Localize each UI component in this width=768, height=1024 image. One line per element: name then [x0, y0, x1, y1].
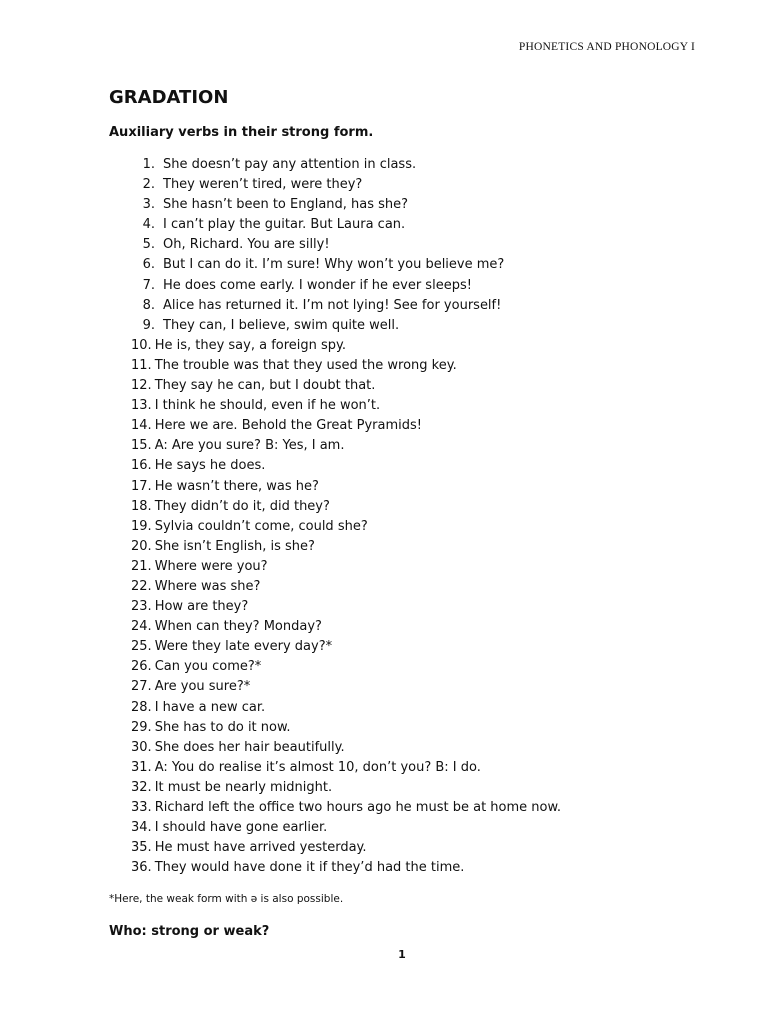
item-number: 32.	[131, 779, 152, 795]
list-item	[109, 637, 561, 657]
list-item	[109, 858, 561, 878]
item-number: 14.	[131, 418, 152, 434]
item-text: She hasn’t been to England, has she?	[163, 197, 409, 213]
item-text: He is, they say, a foreign spy.	[154, 337, 347, 353]
item-text: He does come early. I wonder if he ever sleeps!	[163, 277, 472, 293]
item-number: 36.	[131, 860, 152, 876]
list-item	[109, 718, 561, 738]
item-text: She isn’t English, is she?	[154, 538, 315, 554]
item-number: 16.	[131, 458, 152, 474]
item-text: Where was she?	[154, 578, 261, 594]
list-item	[109, 497, 561, 517]
item-number: 11.	[131, 357, 152, 373]
list-item	[109, 396, 561, 416]
item-number: 29.	[131, 719, 152, 735]
list-item	[109, 456, 561, 476]
item-number: 8.	[142, 297, 155, 313]
list-item	[109, 677, 561, 697]
list-item	[109, 657, 561, 677]
item-text: I should have gone earlier.	[154, 820, 328, 836]
item-text: A: Are you sure? B: Yes, I am.	[154, 438, 345, 454]
item-text: Here we are. Behold the Great Pyramids!	[154, 418, 422, 434]
list-item	[109, 557, 561, 577]
item-text: Oh, Richard. You are silly!	[163, 237, 330, 253]
item-number: 17.	[131, 478, 152, 494]
list-item	[109, 296, 561, 316]
list-item	[109, 276, 561, 296]
item-text: I have a new car.	[154, 699, 266, 715]
item-number: 6.	[142, 257, 155, 273]
item-text: She doesn’t pay any attention in class.	[163, 157, 417, 172]
item-number: 2.	[142, 177, 155, 193]
list-item	[109, 818, 561, 838]
item-text: They say he can, but I doubt that.	[154, 378, 376, 394]
page-title: GRADATION	[109, 87, 229, 108]
running-header: PHONETICS AND PHONOLOGY I	[518, 41, 695, 53]
item-number: 18.	[131, 498, 152, 514]
item-text: How are they?	[154, 599, 249, 615]
item-number: 25.	[131, 639, 152, 655]
item-text: Were they late every day?*	[154, 639, 333, 655]
item-number: 27.	[131, 679, 152, 695]
footnote: *Here, the weak form with ə is also possible.	[109, 893, 344, 905]
item-text: She has to do it now.	[154, 719, 291, 735]
item-number: 20.	[131, 538, 152, 554]
item-number: 24.	[131, 619, 152, 635]
list-item	[109, 336, 561, 356]
section-heading-strong-form: Auxiliary verbs in their strong form.	[109, 125, 374, 140]
list-item	[109, 798, 561, 818]
list-item	[109, 316, 561, 336]
item-text: Where were you?	[154, 558, 268, 574]
item-text: He wasn’t there, was he?	[154, 478, 319, 494]
list-item	[109, 617, 561, 637]
list-item	[109, 778, 561, 798]
item-text: They would have done it if they’d had the time.	[154, 860, 465, 876]
item-text: He says he does.	[154, 458, 266, 474]
item-text: A: You do realise it’s almost 10, don’t you? B: I do.	[154, 759, 481, 775]
item-number: 9.	[142, 317, 155, 333]
item-text: Alice has returned it. I’m not lying! See for yourself!	[163, 297, 502, 313]
list-item	[109, 577, 561, 597]
list-item	[109, 517, 561, 537]
list-item	[109, 255, 561, 275]
list-item	[109, 436, 561, 456]
list-item	[109, 215, 561, 235]
item-number: 34.	[131, 820, 152, 836]
item-text: It must be nearly midnight.	[154, 779, 333, 795]
item-text: I think he should, even if he won’t.	[154, 398, 381, 414]
page-number: 1	[398, 948, 406, 961]
item-number: 12.	[131, 378, 152, 394]
list-item	[109, 758, 561, 778]
item-number: 30.	[131, 739, 152, 755]
item-number: 4.	[142, 217, 155, 233]
item-number: 15.	[131, 438, 152, 454]
item-text: Sylvia couldn’t come, could she?	[154, 518, 368, 534]
list-item	[109, 597, 561, 617]
item-number: 33.	[131, 800, 152, 815]
item-text: Richard left the office two hours ago he must be at home now.	[154, 800, 562, 815]
item-number: 26.	[131, 659, 152, 675]
item-number: 10.	[131, 337, 152, 353]
section-heading-strong-or-weak: Who: strong or weak?	[109, 924, 270, 939]
item-text: Can you come?*	[154, 659, 262, 675]
list-item	[109, 175, 561, 195]
item-text: They didn’t do it, did they?	[154, 498, 330, 514]
item-number: 3.	[142, 197, 155, 213]
item-text: I can’t play the guitar. But Laura can.	[163, 217, 406, 233]
item-text: He must have arrived yesterday.	[154, 840, 367, 856]
item-number: 13.	[131, 398, 152, 414]
item-number: 21.	[131, 558, 152, 574]
list-item	[109, 195, 561, 215]
list-item	[109, 838, 561, 858]
item-number: 19.	[131, 518, 152, 534]
exercise-list	[109, 155, 561, 878]
list-item	[109, 477, 561, 497]
list-item	[109, 235, 561, 255]
item-text: But I can do it. I’m sure! Why won’t you believe me?	[163, 257, 505, 273]
item-number: 23.	[131, 599, 152, 615]
item-number: 1.	[142, 157, 155, 172]
item-text: Are you sure?*	[154, 679, 251, 695]
list-item	[109, 416, 561, 436]
list-item	[109, 356, 561, 376]
item-number: 31.	[131, 759, 152, 775]
item-text: She does her hair beautifully.	[154, 739, 345, 755]
list-item	[109, 155, 561, 175]
item-text: They can, I believe, swim quite well.	[163, 317, 400, 333]
list-item	[109, 537, 561, 557]
item-number: 35.	[131, 840, 152, 856]
list-item	[109, 376, 561, 396]
item-number: 22.	[131, 578, 152, 594]
item-number: 5.	[142, 237, 155, 253]
item-text: They weren’t tired, were they?	[163, 177, 363, 193]
item-number: 28.	[131, 699, 152, 715]
item-text: When can they? Monday?	[154, 619, 322, 635]
item-number: 7.	[142, 277, 155, 293]
item-text: The trouble was that they used the wrong key.	[154, 357, 457, 373]
list-item	[109, 738, 561, 758]
list-item	[109, 698, 561, 718]
